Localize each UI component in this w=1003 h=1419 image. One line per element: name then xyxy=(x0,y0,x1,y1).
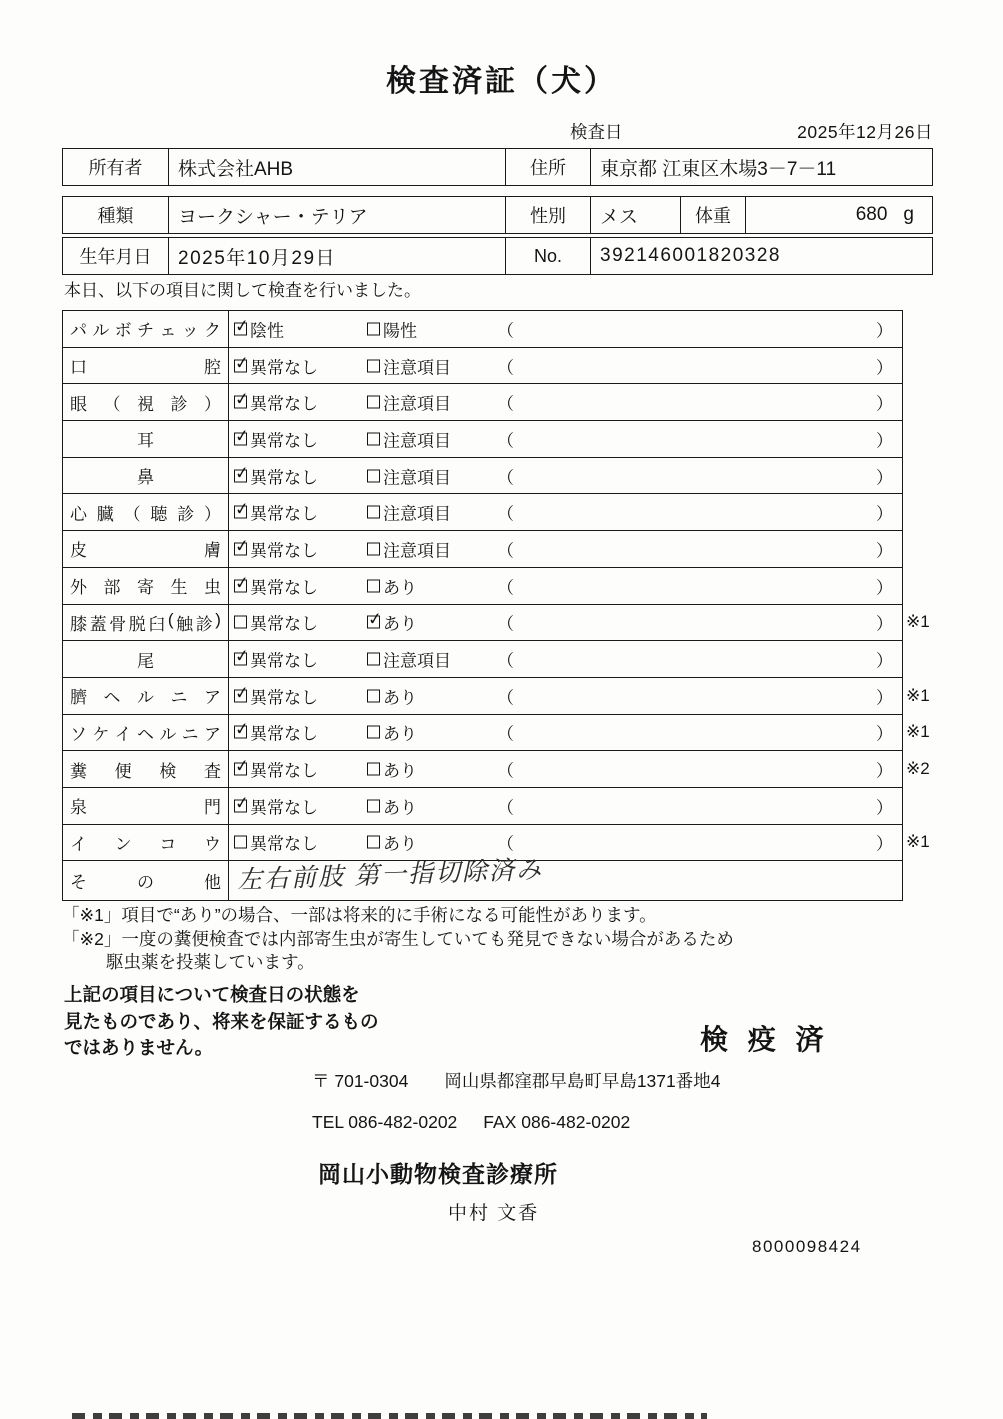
inspection-row xyxy=(63,715,930,752)
paren-open: （ xyxy=(497,321,514,341)
veterinarian-name: 中村 文香 xyxy=(448,1203,540,1224)
row-label: 耳 xyxy=(137,431,154,451)
paren-close: ） xyxy=(876,798,893,818)
checkbox-icon xyxy=(234,579,247,592)
footnote-1: 「※1」項目で“あり”の場合、一部は将来的に手術になる可能性があります。 xyxy=(62,905,657,925)
option-1 xyxy=(234,647,318,672)
row-content xyxy=(229,751,930,787)
checkbox-icon xyxy=(234,359,247,372)
row-label-cell xyxy=(63,861,229,900)
option-2-label: 注意項目 xyxy=(383,541,451,561)
no-value: 392146001820328 xyxy=(600,245,782,266)
option-1 xyxy=(234,353,318,378)
checkbox-icon xyxy=(367,396,380,409)
pet-table-row-1 xyxy=(62,196,933,234)
row-label-other: そ の 他 xyxy=(70,873,221,893)
option-2 xyxy=(367,610,417,635)
remark-marker: ※1 xyxy=(906,685,930,705)
option-2 xyxy=(367,463,451,488)
option-1-label: 異常なし xyxy=(250,541,318,561)
row-label: イ ン コ ウ xyxy=(70,834,221,854)
inspection-row xyxy=(63,531,902,568)
option-2 xyxy=(367,536,451,561)
row-label-cell xyxy=(63,384,229,420)
checkbox-icon xyxy=(234,322,247,335)
row-content xyxy=(229,678,930,714)
weight-label: 体重 xyxy=(681,197,746,233)
paren-open: （ xyxy=(497,761,514,781)
paren-open: （ xyxy=(497,578,514,598)
option-1-label: 異常なし xyxy=(250,394,318,414)
inspection-row xyxy=(63,384,902,421)
remark-marker: ※1 xyxy=(906,722,930,742)
option-2 xyxy=(367,757,417,782)
option-2 xyxy=(367,830,417,855)
option-1 xyxy=(234,757,318,782)
row-content xyxy=(229,494,902,530)
checkbox-icon xyxy=(234,432,247,445)
option-1-label: 異常なし xyxy=(250,834,318,854)
paren-open: （ xyxy=(497,431,514,451)
checkbox-icon xyxy=(367,726,380,739)
inspection-row xyxy=(63,311,902,348)
no-label: No. xyxy=(506,238,591,274)
option-2 xyxy=(367,353,451,378)
disclaimer-line-3: ではありません。 xyxy=(64,1037,214,1058)
pet-table-row-2 xyxy=(62,237,933,275)
option-1-label: 異常なし xyxy=(250,651,318,671)
checkbox-icon xyxy=(367,469,380,482)
paren-open: （ xyxy=(497,504,514,524)
option-1 xyxy=(234,500,318,525)
option-2 xyxy=(367,720,417,745)
intro-text: 本日、以下の項目に関して検査を行いました。 xyxy=(64,281,421,300)
paren-open: （ xyxy=(497,541,514,561)
weight-cell xyxy=(746,197,932,233)
checkbox-icon xyxy=(234,836,247,849)
option-2-label: 注意項目 xyxy=(383,394,451,414)
inspection-row xyxy=(63,348,902,385)
option-2 xyxy=(367,683,417,708)
remark-marker: ※2 xyxy=(906,759,930,779)
paren-close: ） xyxy=(876,578,893,598)
option-1 xyxy=(234,793,318,818)
paren-open: （ xyxy=(497,394,514,414)
document-code: 8000098424 xyxy=(752,1237,862,1256)
option-2 xyxy=(367,390,451,415)
row-content xyxy=(229,641,902,677)
sex-label: 性別 xyxy=(506,197,591,233)
option-2-label: あり xyxy=(383,834,417,854)
checkbox-icon xyxy=(367,799,380,812)
weight-unit: g xyxy=(903,204,914,225)
paren-close: ） xyxy=(876,724,893,744)
remark-marker: ※1 xyxy=(906,612,930,632)
checkbox-icon xyxy=(367,322,380,335)
footnote-2-continued: 駆虫薬を投薬しています。 xyxy=(106,952,315,972)
checkbox-icon xyxy=(367,616,380,629)
checkbox-icon xyxy=(234,616,247,629)
inspection-row xyxy=(63,458,902,495)
checkbox-icon xyxy=(367,836,380,849)
paren-open: （ xyxy=(497,651,514,671)
row-content xyxy=(229,458,902,494)
option-1-label: 異常なし xyxy=(250,358,318,378)
row-label: 泉 門 xyxy=(70,798,221,818)
row-content xyxy=(229,568,902,604)
option-1-label: 異常なし xyxy=(250,724,318,744)
checkbox-icon xyxy=(234,763,247,776)
clinic-tel: TEL 086-482-0202 xyxy=(312,1112,458,1132)
disclaimer-text xyxy=(64,982,379,1062)
checkbox-icon xyxy=(234,689,247,702)
cutoff-text-artifact xyxy=(72,1413,707,1419)
address-value: 東京都 江東区木場3－7－11 xyxy=(600,158,837,180)
row-label-cell xyxy=(63,825,229,861)
row-label: 鼻 xyxy=(137,468,154,488)
paren-open: （ xyxy=(497,468,514,488)
row-content xyxy=(229,311,902,347)
row-label-cell xyxy=(63,348,229,384)
clinic-address-row xyxy=(312,1068,721,1093)
checkbox-icon xyxy=(234,726,247,739)
row-label-cell xyxy=(63,678,229,714)
row-label-cell xyxy=(63,641,229,677)
birth-value: 2025年10月29日 xyxy=(169,238,506,274)
row-label-cell xyxy=(63,311,229,347)
owner-label: 所有者 xyxy=(63,149,169,185)
clinic-phone-row xyxy=(312,1112,630,1133)
inspection-row-other xyxy=(63,855,902,900)
address-label: 住所 xyxy=(506,149,591,185)
option-1 xyxy=(234,830,318,855)
disclaimer-line-1: 上記の項目について検査日の状態を xyxy=(64,984,360,1005)
inspection-row xyxy=(63,751,930,788)
option-1 xyxy=(234,573,318,598)
option-2 xyxy=(367,316,417,341)
paren-open: （ xyxy=(497,798,514,818)
paren-close: ） xyxy=(876,504,893,524)
row-content xyxy=(229,421,902,457)
row-content xyxy=(229,825,930,861)
paren-close: ） xyxy=(876,651,893,671)
paren-close: ） xyxy=(876,761,893,781)
option-1 xyxy=(234,610,318,635)
option-1-label: 異常なし xyxy=(250,614,318,634)
row-content xyxy=(229,715,930,751)
document-title: 検査済証（犬） xyxy=(386,65,617,98)
option-1 xyxy=(234,683,318,708)
row-label-cell xyxy=(63,715,229,751)
paren-open: （ xyxy=(497,724,514,744)
quarantine-stamp: 検 疫 済 xyxy=(700,1024,830,1055)
row-label: 眼 （ 視 診 ） xyxy=(70,394,221,414)
option-2-label: あり xyxy=(383,798,417,818)
row-label: ソ ケ イ ヘ ル ニ ア xyxy=(70,724,221,744)
row-label: 皮 膚 xyxy=(70,541,221,561)
weight-value: 680 xyxy=(855,204,888,225)
option-1 xyxy=(234,536,318,561)
checkbox-icon xyxy=(367,542,380,555)
option-1-label: 異常なし xyxy=(250,504,318,524)
row-label: 膝 蓋 骨 脱 臼 ( 触 診 ) xyxy=(70,609,221,634)
paren-open: （ xyxy=(497,688,514,708)
option-2-label: あり xyxy=(383,688,417,708)
inspection-table xyxy=(62,310,930,901)
row-label: 尾 xyxy=(137,651,154,671)
row-label-cell xyxy=(63,605,229,641)
row-label-cell xyxy=(63,751,229,787)
inspection-row xyxy=(63,421,902,458)
row-label-cell xyxy=(63,531,229,567)
option-1 xyxy=(234,720,318,745)
checkbox-icon xyxy=(234,396,247,409)
paren-close: ） xyxy=(876,541,893,561)
remark-marker: ※1 xyxy=(906,832,930,852)
inspection-row xyxy=(63,568,902,605)
inspection-date-row xyxy=(62,119,933,144)
paren-close: ） xyxy=(876,468,893,488)
paren-open: （ xyxy=(497,358,514,378)
checkbox-icon xyxy=(234,469,247,482)
row-label: 臍 ヘ ル ニ ア xyxy=(70,688,221,708)
footnote-2: 「※2」一度の糞便検査では内部寄生虫が寄生していても発見できない場合があるため xyxy=(62,928,734,949)
paren-close: ） xyxy=(876,431,893,451)
checkbox-icon xyxy=(234,506,247,519)
option-1-label: 異常なし xyxy=(250,798,318,818)
option-2-label: 陽性 xyxy=(383,321,417,341)
row-label-cell xyxy=(63,568,229,604)
option-2 xyxy=(367,647,451,672)
checkbox-icon xyxy=(367,359,380,372)
paren-open: （ xyxy=(497,834,514,854)
option-1-label: 異常なし xyxy=(250,431,318,451)
checkbox-icon xyxy=(367,432,380,445)
row-label-cell xyxy=(63,494,229,530)
checkbox-icon xyxy=(367,763,380,776)
option-1 xyxy=(234,463,318,488)
option-2-label: 注意項目 xyxy=(383,504,451,524)
checkbox-icon xyxy=(367,579,380,592)
checkbox-icon xyxy=(367,689,380,702)
option-2 xyxy=(367,426,451,451)
clinic-name: 岡山小動物検査診療所 xyxy=(318,1161,558,1187)
option-2-label: 注意項目 xyxy=(383,651,451,671)
option-1-label: 陰性 xyxy=(250,321,284,341)
row-label-cell xyxy=(63,458,229,494)
row-content xyxy=(229,531,902,567)
option-2-label: 注意項目 xyxy=(383,431,451,451)
inspection-date-label: 検査日 xyxy=(570,122,623,142)
checkbox-icon xyxy=(234,653,247,666)
paren-close: ） xyxy=(876,834,893,854)
inspection-date-value: 2025年12月26日 xyxy=(797,122,933,142)
paren-open: （ xyxy=(497,614,514,634)
birth-label: 生年月日 xyxy=(63,238,169,274)
owner-value: 株式会社AHB xyxy=(169,149,506,185)
paren-close: ） xyxy=(876,688,893,708)
checkbox-icon xyxy=(234,799,247,812)
paren-close: ） xyxy=(876,358,893,378)
option-1-label: 異常なし xyxy=(250,688,318,708)
option-1 xyxy=(234,426,318,451)
option-2-label: あり xyxy=(383,761,417,781)
checkbox-icon xyxy=(367,506,380,519)
checkbox-icon xyxy=(367,653,380,666)
row-label-cell xyxy=(63,788,229,824)
row-content xyxy=(229,384,902,420)
option-1-label: 異常なし xyxy=(250,578,318,598)
footnotes xyxy=(62,904,734,975)
inspection-row xyxy=(63,641,902,678)
row-content xyxy=(229,348,902,384)
row-content-other xyxy=(229,855,902,900)
paren-close: ） xyxy=(876,394,893,414)
row-label: 糞 便 検 査 xyxy=(70,761,221,781)
breed-value: ヨークシャー・テリア xyxy=(169,197,506,233)
option-2-label: 注意項目 xyxy=(383,468,451,488)
inspection-row xyxy=(63,605,930,642)
handwritten-note: 左右前肢 第一指切除済み xyxy=(236,855,544,895)
paren-close: ） xyxy=(876,614,893,634)
clinic-fax: FAX 086-482-0202 xyxy=(483,1112,631,1132)
option-2 xyxy=(367,793,417,818)
option-2 xyxy=(367,500,451,525)
row-content xyxy=(229,605,930,641)
row-label-cell xyxy=(63,421,229,457)
option-1-label: 異常なし xyxy=(250,761,318,781)
row-content xyxy=(229,788,902,824)
option-2-label: あり xyxy=(383,578,417,598)
inspection-row xyxy=(63,678,930,715)
row-label: 外 部 寄 生 虫 xyxy=(70,578,221,598)
option-2-label: あり xyxy=(383,724,417,744)
option-2-label: あり xyxy=(383,614,417,634)
paren-close: ） xyxy=(876,321,893,341)
checkbox-icon xyxy=(234,542,247,555)
sex-value: メス xyxy=(591,197,681,233)
clinic-postal: 〒 701-0304 xyxy=(312,1071,409,1091)
breed-label: 種類 xyxy=(63,197,169,233)
option-2 xyxy=(367,573,417,598)
option-1 xyxy=(234,390,318,415)
owner-table xyxy=(62,148,933,186)
row-label: パ ル ボ チ ェ ッ ク xyxy=(70,321,221,341)
row-label: 口 腔 xyxy=(70,358,221,378)
option-1 xyxy=(234,316,284,341)
inspection-row xyxy=(63,494,902,531)
row-label: 心 臓 （ 聴 診 ） xyxy=(70,504,221,524)
inspection-row xyxy=(63,788,902,825)
option-1-label: 異常なし xyxy=(250,468,318,488)
option-2-label: 注意項目 xyxy=(383,358,451,378)
disclaimer-line-2: 見たものであり、将来を保証するもの xyxy=(64,1010,379,1032)
clinic-address: 岡山県都窪郡早島町早島1371番地4 xyxy=(444,1071,721,1091)
